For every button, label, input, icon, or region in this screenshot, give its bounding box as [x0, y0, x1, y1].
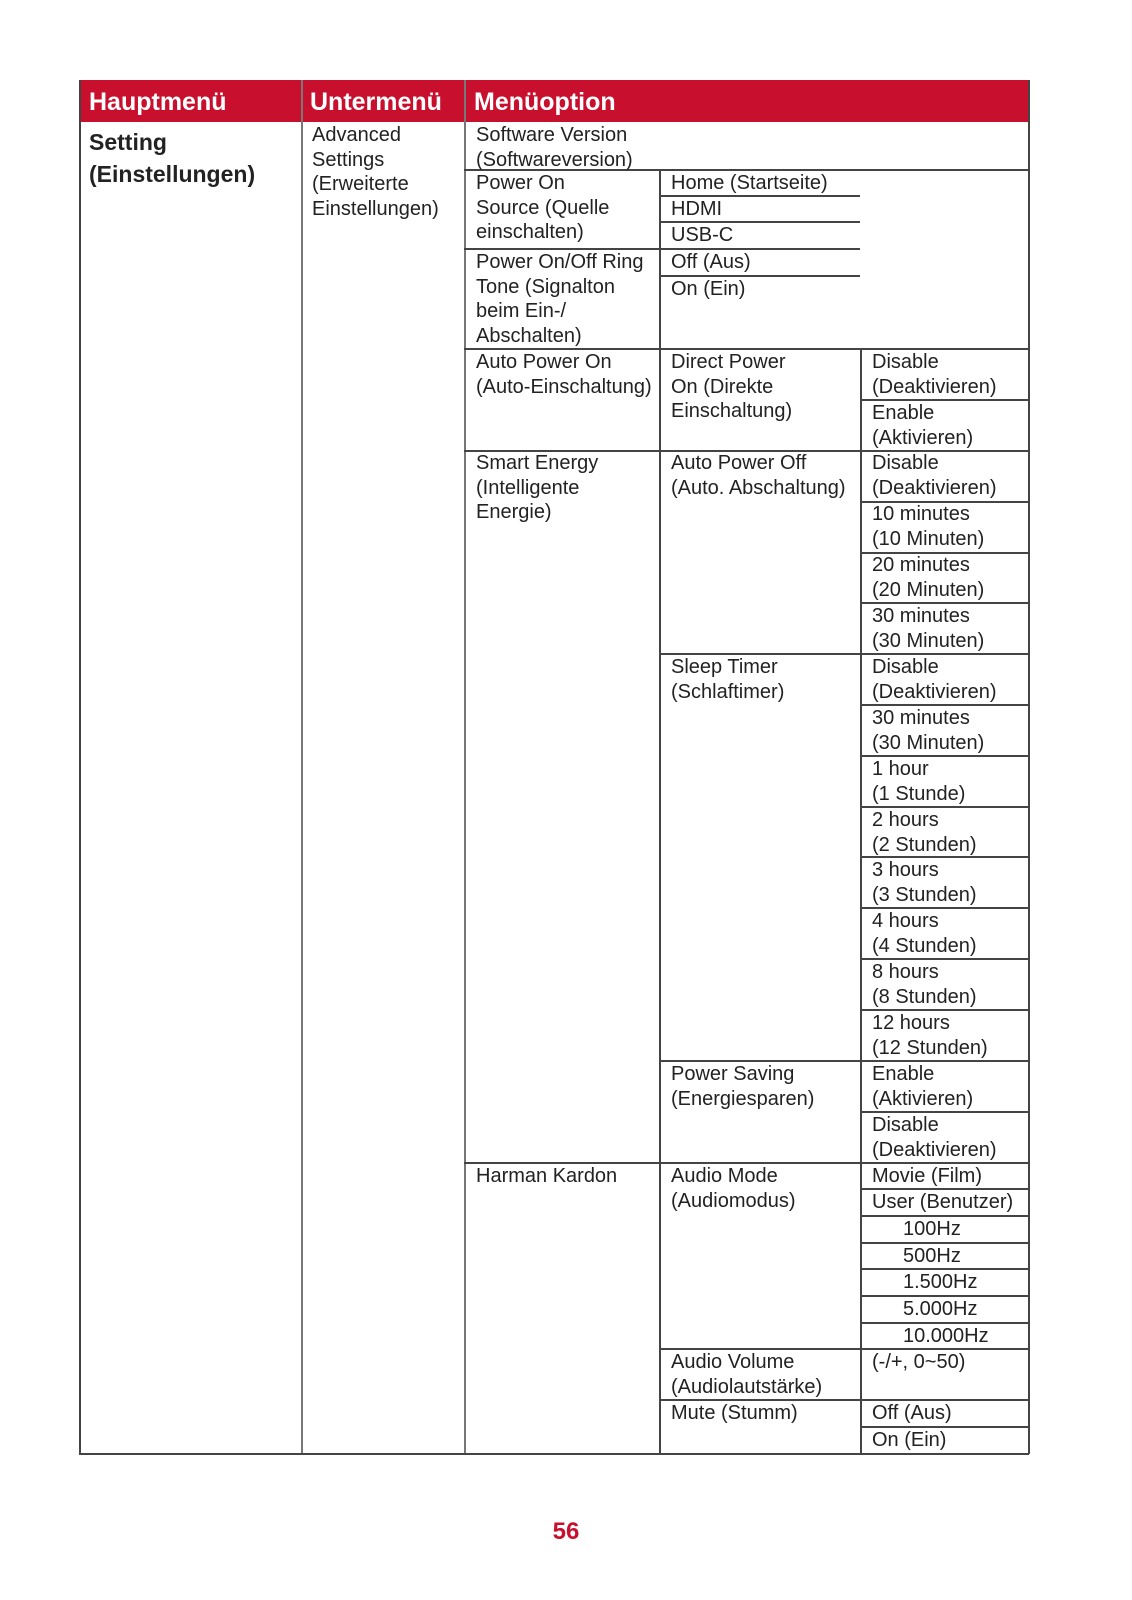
option-software-version: Software Version (Softwareversion) — [476, 124, 633, 171]
table-border — [860, 348, 862, 1454]
option-smart-energy: Smart Energy (Intelligente Energie) — [476, 452, 599, 524]
value-usb-c: USB-C — [671, 224, 734, 246]
value-audio-user: User (Benutzer) — [872, 1191, 1014, 1213]
option-power-saving: Power Saving (Energiesparen) — [671, 1063, 815, 1110]
value-hdmi: HDMI — [671, 198, 723, 220]
table-border — [659, 170, 661, 1454]
option-power-on-source: Power On Source (Quelle einschalten) — [476, 172, 610, 244]
table-border — [464, 80, 466, 1454]
value-sleep-12h: 12 hours (12 Stunden) — [872, 1012, 988, 1059]
option-harman-kardon: Harman Kardon — [476, 1165, 618, 1187]
option-ring-tone: Power On/Off Ring Tone (Signalton beim Ein-/ Abschalten) — [476, 251, 644, 347]
sub-menu-cell: Advanced Settings (Erweiterte Einstellungen) — [312, 124, 439, 220]
value-direct-disable: Disable (Deaktivieren) — [872, 351, 997, 398]
option-direct-power-on: Direct Power On (Direkte Einschaltung) — [671, 351, 793, 423]
main-menu-cell: Setting (Einstellungen) — [89, 129, 256, 187]
option-audio-mode: Audio Mode (Audiomodus) — [671, 1165, 796, 1212]
value-sleep-4h: 4 hours (4 Stunden) — [872, 910, 977, 957]
value-apo-disable: Disable (Deaktivieren) — [872, 452, 997, 499]
value-eq-1500: 1.500Hz — [903, 1271, 978, 1293]
value-direct-enable: Enable (Aktivieren) — [872, 402, 974, 449]
value-eq-5000: 5.000Hz — [903, 1298, 978, 1320]
value-audio-movie: Movie (Film) — [872, 1165, 982, 1187]
table-border — [79, 1453, 1029, 1455]
option-auto-power-on: Auto Power On (Auto-Einschaltung) — [476, 351, 652, 398]
value-ring-on: On (Ein) — [671, 278, 746, 300]
value-sleep-30: 30 minutes (30 Minuten) — [872, 707, 985, 754]
value-eq-10000: 10.000Hz — [903, 1325, 989, 1347]
value-sleep-2h: 2 hours (2 Stunden) — [872, 809, 977, 856]
option-mute: Mute (Stumm) — [671, 1402, 798, 1424]
value-mute-on: On (Ein) — [872, 1429, 947, 1451]
value-home: Home (Startseite) — [671, 172, 828, 194]
option-sleep-timer: Sleep Timer (Schlaftimer) — [671, 656, 785, 703]
page-number: 56 — [552, 1518, 580, 1545]
option-audio-volume: Audio Volume (Audiolautstärke) — [671, 1351, 823, 1398]
header-menuoption: Menüoption — [474, 88, 616, 116]
value-sleep-8h: 8 hours (8 Stunden) — [872, 961, 977, 1008]
value-apo-20: 20 minutes (20 Minuten) — [872, 554, 985, 601]
value-sleep-disable: Disable (Deaktivieren) — [872, 656, 997, 703]
header-untermenu: Untermenü — [310, 88, 442, 116]
option-auto-power-off: Auto Power Off (Auto. Abschaltung) — [671, 452, 846, 499]
value-eq-500: 500Hz — [903, 1245, 961, 1267]
value-saving-enable: Enable (Aktivieren) — [872, 1063, 974, 1110]
header-hauptmenu: Hauptmenü — [89, 88, 227, 116]
value-saving-disable: Disable (Deaktivieren) — [872, 1114, 997, 1161]
table-border — [301, 80, 303, 1454]
table-border — [1028, 80, 1030, 1454]
value-apo-10: 10 minutes (10 Minuten) — [872, 503, 985, 550]
table-border — [79, 80, 81, 1454]
value-sleep-1h: 1 hour (1 Stunde) — [872, 758, 966, 805]
value-mute-off: Off (Aus) — [872, 1402, 952, 1424]
value-apo-30: 30 minutes (30 Minuten) — [872, 605, 985, 652]
value-ring-off: Off (Aus) — [671, 251, 751, 273]
value-sleep-3h: 3 hours (3 Stunden) — [872, 859, 977, 906]
value-eq-100: 100Hz — [903, 1218, 961, 1240]
value-volume-range: (-/+, 0~50) — [872, 1351, 966, 1373]
